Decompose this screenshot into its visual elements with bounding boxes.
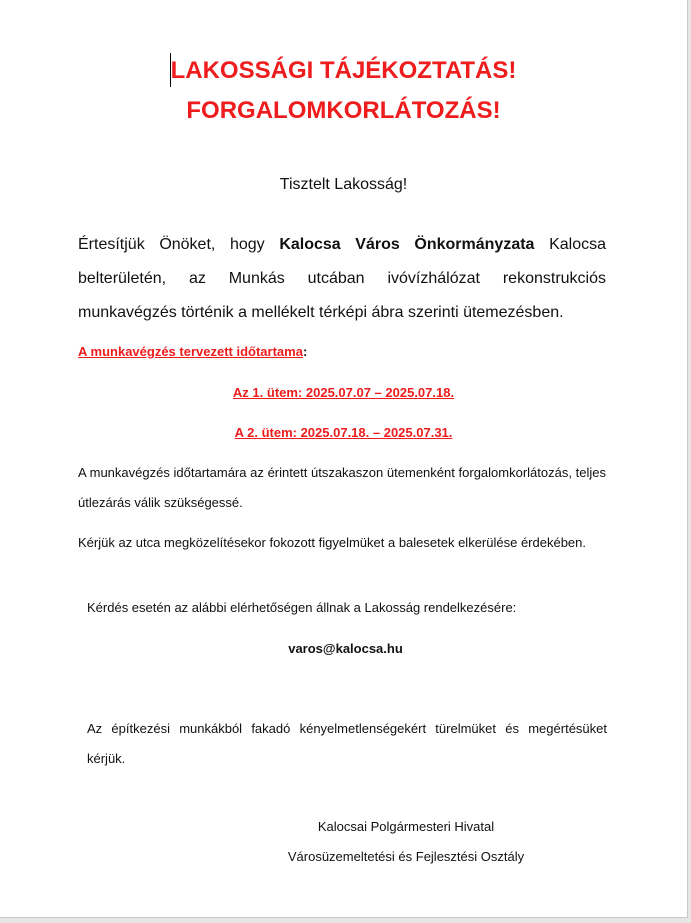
municipality-name: Kalocsa Város Önkormányzata <box>279 236 535 253</box>
duration-heading-text: A munkavégzés tervezett időtartama <box>78 344 303 359</box>
signature-department: Városüzemeltetési és Fejlesztési Osztály <box>287 849 525 864</box>
duration-heading-colon: : <box>302 344 308 359</box>
closing-paragraph: Az építkezési munkákból fakadó kényelmetlenségekért türelmüket és megértésüket kérjük. <box>87 721 607 766</box>
duration-heading <box>78 344 307 359</box>
traffic-notice: A munkavégzés időtartamára az érintett útszakaszon ütemenként forgalomkorlátozás, teljes útlezárás válik szükségessé. <box>78 465 606 510</box>
phase-2-dates: A 2. ütem: 2025.07.18. – 2025.07.31. <box>234 425 453 440</box>
notice-subtitle: FORGALOMKORLÁTOZÁS! <box>186 97 501 124</box>
intro-text-start: Értesítjük Önöket, hogy <box>78 236 280 253</box>
signature-office: Kalocsai Polgármesteri Hivatal <box>317 819 495 834</box>
greeting: Tisztelt Lakosság! <box>279 176 408 193</box>
contact-email: varos@kalocsa.hu <box>288 641 403 656</box>
notice-title: LAKOSSÁGI TÁJÉKOZTATÁS! <box>170 57 517 84</box>
contact-intro: Kérdés esetén az alábbi elérhetőségen állnak a Lakosság rendelkezésére: <box>87 600 517 615</box>
intro-text-end: Kalocsa belterületén, az Munkás utcában ivóvízhálózat rekonstrukciós munkavégzés történik a mellékelt térképi ábra szerinti ütemezésben. <box>78 236 607 321</box>
phase-1-dates: Az 1. ütem: 2025.07.07 – 2025.07.18. <box>232 385 455 400</box>
intro-paragraph <box>78 228 606 330</box>
caution-notice: Kérjük az utca megközelítésekor fokozott figyelmüket a balesetek elkerülése érdekében. <box>78 535 586 550</box>
